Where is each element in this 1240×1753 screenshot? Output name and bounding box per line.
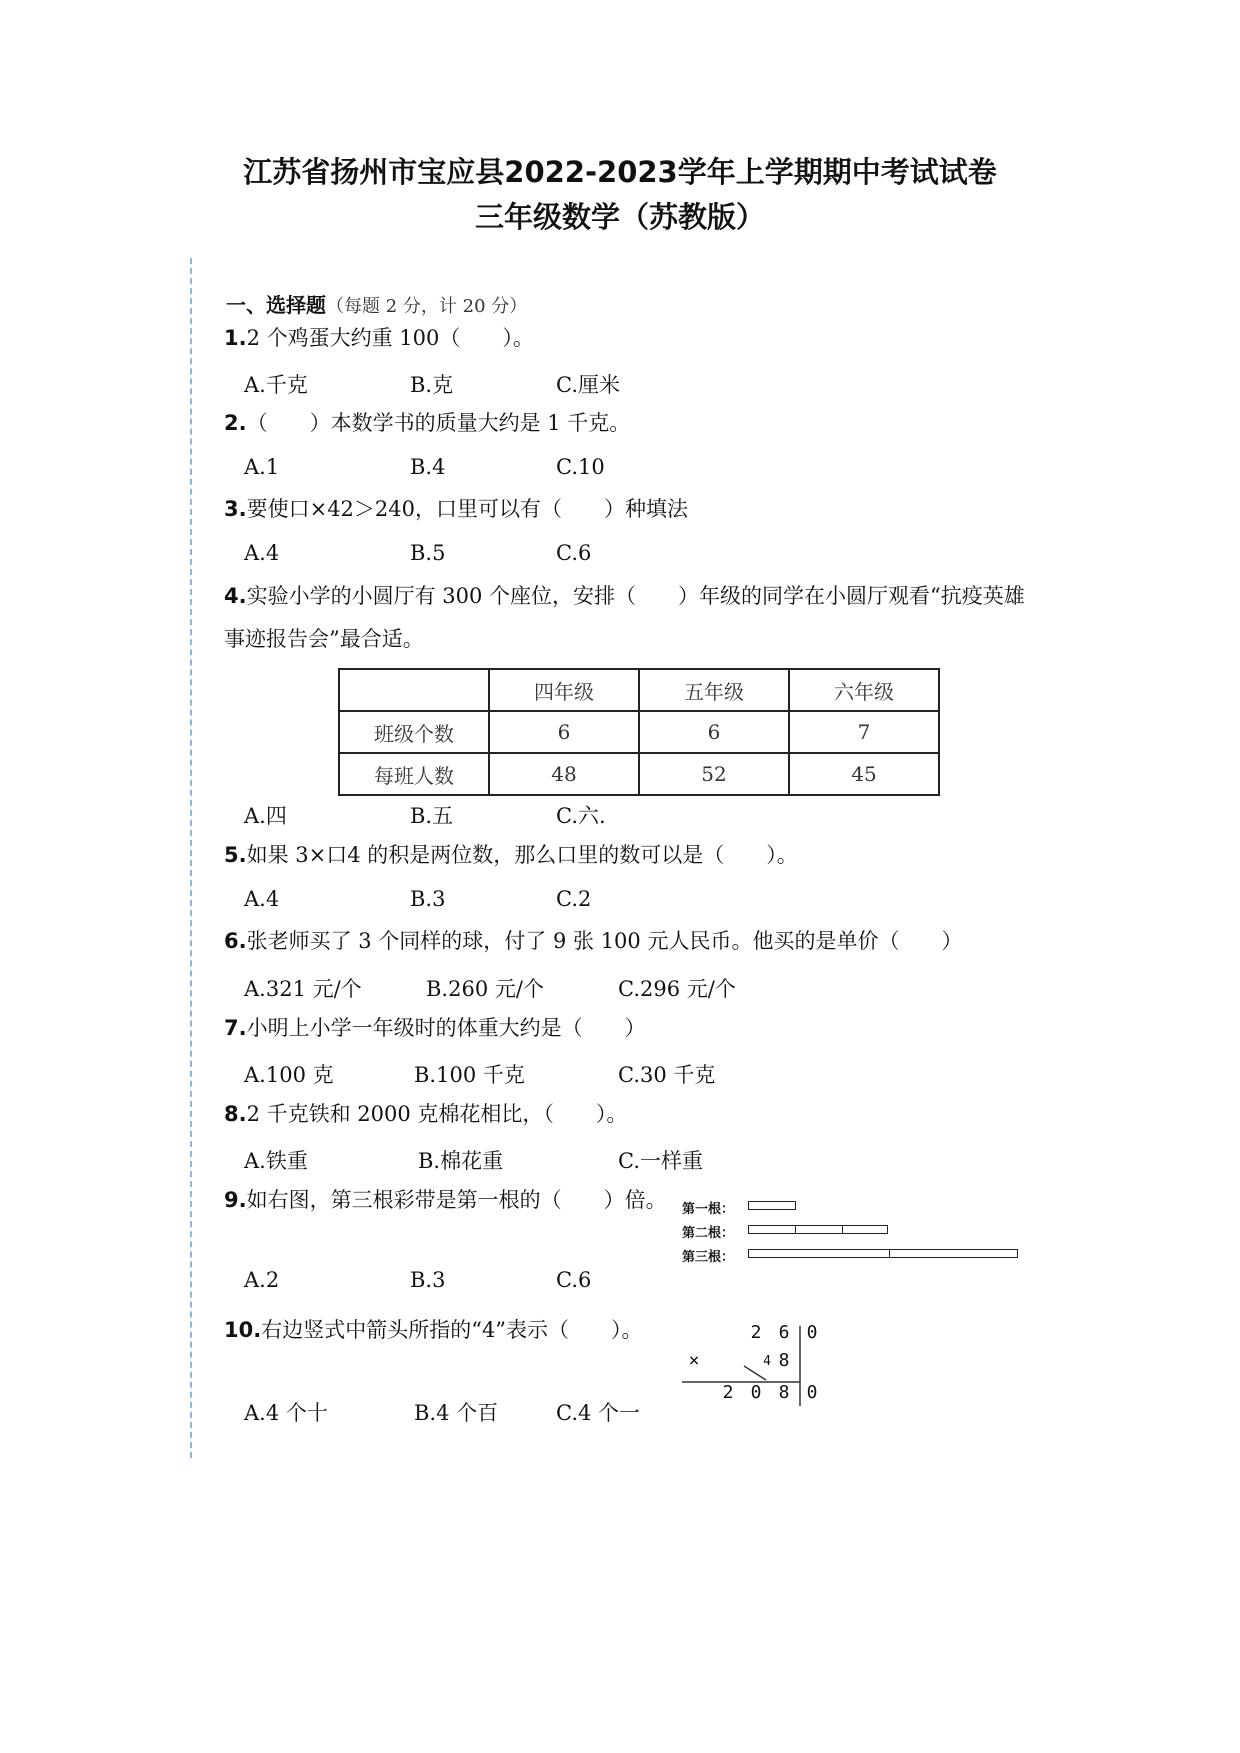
q4-option-a: A.四 — [244, 804, 287, 828]
table-cell — [339, 669, 489, 711]
q1-option-b: B.克 — [410, 373, 454, 397]
q5-option-b: B.3 — [410, 887, 446, 911]
q3-option-c: C.6 — [556, 541, 592, 565]
q3-option-b: B.5 — [410, 541, 446, 565]
table-cell: 四年级 — [489, 669, 639, 711]
binding-margin-line — [190, 258, 192, 1458]
q2-option-b: B.4 — [410, 455, 446, 479]
ribbon-2 — [748, 1225, 888, 1234]
q2-option-c: C.10 — [556, 455, 605, 479]
table-row — [339, 753, 939, 795]
table-cell: 48 — [489, 753, 639, 795]
table-cell: 45 — [789, 753, 939, 795]
ribbon-figure — [682, 1188, 1022, 1268]
q8-option-b: B.棉花重 — [418, 1149, 504, 1173]
table-cell: 五年级 — [639, 669, 789, 711]
table-cell: 6 — [489, 711, 639, 753]
q10-option-c: C.4 个一 — [556, 1401, 641, 1425]
question-2: 2.（ ）本数学书的质量大约是 1 千克。 — [224, 411, 631, 435]
vc-times-sign: × — [688, 1350, 700, 1371]
vc-digit: 0 — [806, 1322, 818, 1343]
q6-option-a: A.321 元/个 — [244, 977, 362, 1001]
q8-option-c: C.一样重 — [618, 1149, 703, 1173]
q8-option-a: A.铁重 — [244, 1149, 308, 1173]
seat-table — [338, 668, 940, 796]
q2-option-a: A.1 — [244, 455, 280, 479]
page-title: 江苏省扬州市宝应县2022-2023学年上学期期中考试试卷 — [243, 155, 997, 189]
table-row — [339, 711, 939, 753]
q4-option-b: B.五 — [410, 804, 454, 828]
table-cell: 7 — [789, 711, 939, 753]
question-1: 1.2 个鸡蛋大约重 100（ ）。 — [224, 326, 534, 350]
ribbon-1 — [748, 1201, 796, 1210]
question-10: 10.右边竖式中箭头所指的“4”表示（ ）。 — [224, 1318, 643, 1342]
q6-option-c: C.296 元/个 — [618, 977, 736, 1001]
q3-option-a: A.4 — [244, 541, 280, 565]
q1-option-c: C.厘米 — [556, 373, 620, 397]
question-6: 6.张老师买了 3 个同样的球，付了 9 张 100 元人民币。他买的是单价（ ） — [224, 929, 963, 953]
q7-option-b: B.100 千克 — [414, 1063, 525, 1087]
vertical-multiplication — [682, 1320, 822, 1410]
ribbon-3 — [748, 1249, 1018, 1258]
ribbon-label-1: 第一根： — [682, 1202, 735, 1217]
table-cell: 班级个数 — [339, 711, 489, 753]
q5-option-a: A.4 — [244, 887, 280, 911]
vc-digit: 2 — [722, 1382, 734, 1403]
question-5: 5.如果 3×口4 的积是两位数，那么口里的数可以是（ ）。 — [224, 843, 798, 867]
ribbon-label-3: 第三根： — [682, 1250, 735, 1265]
question-8: 8.2 千克铁和 2000 克棉花相比，（ ）。 — [224, 1102, 628, 1126]
q10-option-a: A.4 个十 — [244, 1401, 328, 1425]
q10-option-b: B.4 个百 — [414, 1401, 499, 1425]
section-title: 一、选择题 — [226, 293, 326, 317]
vc-carry-digit: 4 — [763, 1354, 771, 1369]
q7-option-a: A.100 克 — [244, 1063, 334, 1087]
question-7: 7.小明上小学一年级时的体重大约是（ ） — [224, 1016, 646, 1040]
table-header-row — [339, 669, 939, 711]
q9-option-b: B.3 — [410, 1268, 446, 1292]
vc-digit: 6 — [778, 1322, 790, 1343]
section-heading — [226, 289, 527, 318]
q7-option-c: C.30 千克 — [618, 1063, 716, 1087]
table-cell: 52 — [639, 753, 789, 795]
page-subtitle: 三年级数学（苏教版） — [474, 200, 765, 234]
vc-digit: 0 — [750, 1382, 762, 1403]
q1-option-a: A.千克 — [244, 373, 308, 397]
q9-option-a: A.2 — [244, 1268, 280, 1292]
question-9: 9.如右图，第三根彩带是第一根的（ ）倍。 — [224, 1188, 667, 1212]
vc-digit: 2 — [750, 1322, 762, 1343]
question-3: 3.要使口×42＞240，口里可以有（ ）种填法 — [224, 497, 688, 521]
question-4: 4.实验小学的小圆厅有 300 个座位，安排（ ）年级的同学在小圆厅观看“抗疫英雄 — [224, 584, 1025, 608]
vc-digit: 8 — [778, 1382, 790, 1403]
section-note: （每题 2 分，计 20 分） — [326, 296, 528, 317]
vc-digit: 0 — [806, 1382, 818, 1403]
q5-option-c: C.2 — [556, 887, 592, 911]
question-4-line2: 事迹报告会”最合适。 — [224, 627, 424, 651]
table-cell: 六年级 — [789, 669, 939, 711]
q4-option-c: C.六. — [556, 804, 606, 828]
table-cell: 每班人数 — [339, 753, 489, 795]
q9-option-c: C.6 — [556, 1268, 592, 1292]
q6-option-b: B.260 元/个 — [426, 977, 544, 1001]
table-cell: 6 — [639, 711, 789, 753]
vc-digit: 8 — [778, 1350, 790, 1371]
ribbon-label-2: 第二根： — [682, 1226, 735, 1241]
